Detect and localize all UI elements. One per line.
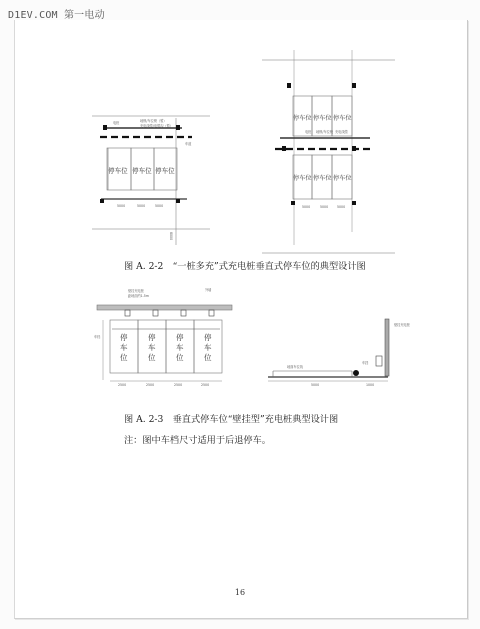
site-watermark: D1EV.COM 第一电动 [8,10,105,21]
svg-text:车挡: 车挡 [362,361,369,365]
slot-label: 停车位 [293,115,312,122]
svg-text:距地面约1.5m: 距地面约1.5m [128,294,149,298]
svg-text:5000: 5000 [302,205,311,209]
figure-a23-note: 注：图中车档尺寸适用于后退停车。 [124,435,271,446]
svg-text:2500: 2500 [118,383,127,387]
svg-text:2500: 2500 [174,383,183,387]
slot-label: 停车位 [176,333,184,362]
slot-label: 停车位 [204,333,212,362]
svg-text:5000: 5000 [311,383,320,387]
slot-label: 停车位 [293,175,312,182]
svg-text:8000: 8000 [169,232,173,241]
svg-text:充电线缆/电缆沟（暂）: 充电线缆/电缆沟（暂） [140,124,173,128]
slot-label: 停车位 [155,167,175,175]
svg-text:壁挂充电桩: 壁挂充电桩 [394,323,410,327]
svg-text:2500: 2500 [201,383,210,387]
slot-label: 停车位 [313,175,332,182]
slot-label: 停车位 [148,333,156,362]
slot-label: 停车位 [333,115,352,122]
slot-label: 停车位 [120,333,128,362]
svg-text:5000: 5000 [320,205,329,209]
dim-label: 5000 [155,204,164,208]
page-number: 16 [234,588,246,597]
svg-text:1000: 1000 [366,383,375,387]
svg-text:外墙: 外墙 [205,288,212,292]
svg-text:5000: 5000 [337,205,346,209]
svg-text:车道: 车道 [185,142,192,146]
figure-a22-caption: 图 A. 2-2 “一桩多充”式充电桩垂直式停车位的典型设计图 [124,261,366,272]
svg-text:电桩: 电桩 [305,130,312,134]
svg-text:壁挂充电桩: 壁挂充电桩 [128,289,144,293]
slot-label: 停车位 [132,167,152,175]
svg-text:地锁/车位锁: 地锁/车位锁 [316,130,334,134]
svg-text:车档: 车档 [94,335,101,339]
svg-text:充电线缆: 充电线缆 [335,130,348,134]
dim-label: 5000 [137,204,146,208]
svg-text:电桩: 电桩 [113,121,120,125]
slot-label: 停车位 [333,175,352,182]
slot-label: 停车位 [313,115,332,122]
svg-text:地锁/车位锁（暂）: 地锁/车位锁（暂） [140,119,167,123]
svg-text:地面车位线: 地面车位线 [287,365,303,369]
dim-label: 5000 [117,204,126,208]
svg-text:2500: 2500 [146,383,155,387]
slot-label: 停车位 [108,167,128,175]
figure-a23-caption: 图 A. 2-3 垂直式停车位“壁挂型”充电桩典型设计图 [124,414,339,425]
figure-a23-section [268,319,411,387]
